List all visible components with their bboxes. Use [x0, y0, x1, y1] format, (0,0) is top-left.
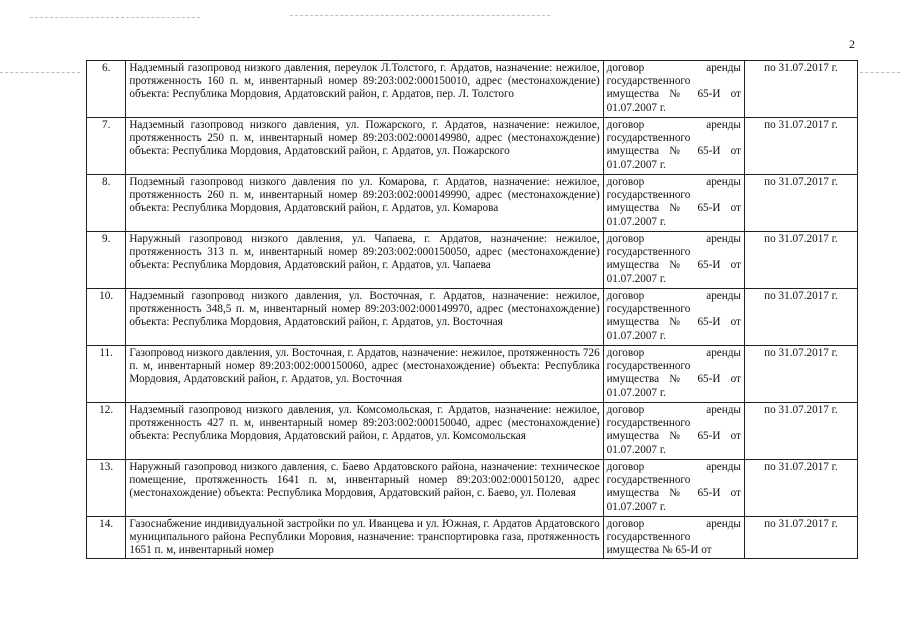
object-description: Газоснабжение индивидуальной застройки по ул. Иванцева и ул. Южная, г. Ардатов Ардатовского муниципального района Республики Моровия, назначение: транспортировка газа, протяженность 1651 п. м, инвентарный номер	[126, 517, 603, 559]
scan-artifact	[290, 15, 550, 17]
lease-basis: договор аренды государственного имущества № 65-И от 01.07.2007 г.	[603, 346, 744, 403]
object-description: Газопровод низкого давления, ул. Восточная, г. Ардатов, назначение: нежилое, протяженность 726 п. м, инвентарный номер 89:203:002:000150060, адрес (местонахождение) объекта: Республика Мордовия, Ардатовский район, г. Ардатов, ул. Восточная	[126, 346, 603, 403]
lease-term: по 31.07.2017 г.	[744, 289, 857, 346]
lease-term: по 31.07.2017 г.	[744, 175, 857, 232]
table-row	[87, 175, 858, 232]
lease-term: по 31.07.2017 г.	[744, 460, 857, 517]
lease-term: по 31.07.2017 г.	[744, 61, 857, 118]
row-number: 10.	[87, 289, 126, 346]
row-number: 9.	[87, 232, 126, 289]
table-row	[87, 403, 858, 460]
object-description: Надземный газопровод низкого давления, переулок Л.Толстого, г. Ардатов, назначение: нежилое, протяженность 160 п. м, инвентарный номер 89:203:002:000150010, адрес (местонахождение) объекта: Республика Мордовия, Ардатовский район, г. Ардатов, пер. Л. Толстого	[126, 61, 603, 118]
table-row	[87, 232, 858, 289]
lease-basis: договор аренды государственного имущества № 65-И от 01.07.2007 г.	[603, 232, 744, 289]
object-description: Подземный газопровод низкого давления по ул. Комарова, г. Ардатов, назначение: нежилое, протяженность 260 п. м, инвентарный номер 89:203:002:000149990, адрес (местонахождение) объекта: Республика Мордовия, Ардатовский район, г. Ардатов, ул. Комарова	[126, 175, 603, 232]
object-description: Надземный газопровод низкого давления, ул. Пожарского, г. Ардатов, назначение: нежилое, протяженность 250 п. м, инвентарный номер 89:203:002:000149980, адрес (местонахождение) объекта: Республика Мордовия, Ардатовский район, г. Ардатов, ул. Пожарского	[126, 118, 603, 175]
row-number: 8.	[87, 175, 126, 232]
row-number: 6.	[87, 61, 126, 118]
table-row	[87, 289, 858, 346]
table-row	[87, 460, 858, 517]
lease-basis: договор аренды государственного имущества № 65-И от 01.07.2007 г.	[603, 403, 744, 460]
lease-basis: договор аренды государственного имущества № 65-И от	[603, 517, 744, 559]
table-row	[87, 118, 858, 175]
lease-basis: договор аренды государственного имущества № 65-И от 01.07.2007 г.	[603, 61, 744, 118]
table-row	[87, 61, 858, 118]
property-table	[86, 60, 858, 559]
row-number: 13.	[87, 460, 126, 517]
object-description: Наружный газопровод низкого давления, ул. Чапаева, г. Ардатов, назначение: нежилое, протяженность 313 п. м, инвентарный номер 89:203:002:000150050, адрес (местонахождение) объекта: Республика Мордовия, Ардатовский район, г. Ардатов, ул. Чапаева	[126, 232, 603, 289]
scan-artifact	[860, 72, 900, 74]
page-number: 2	[849, 37, 855, 51]
row-number: 12.	[87, 403, 126, 460]
row-number: 14.	[87, 517, 126, 559]
lease-basis: договор аренды государственного имущества № 65-И от 01.07.2007 г.	[603, 460, 744, 517]
object-description: Надземный газопровод низкого давления, ул. Комсомольская, г. Ардатов, назначение: нежилое, протяженность 427 п. м, инвентарный номер 89:203:002:000150040, адрес (местонахождение) объекта: Республика Мордовия, Ардатовский район, г. Ардатов, ул. Комсомольская	[126, 403, 603, 460]
row-number: 11.	[87, 346, 126, 403]
lease-term: по 31.07.2017 г.	[744, 118, 857, 175]
table-row	[87, 346, 858, 403]
object-description: Наружный газопровод низкого давления, с. Баево Ардатовского района, назначение: техническое помещение, протяженность 1641 п. м, инвентарный номер 89:203:002:000150120, адрес (местонахождение) объекта: Республика Мордовия, Ардатовский район, с. Баево, ул. Полевая	[126, 460, 603, 517]
lease-basis: договор аренды государственного имущества № 65-И от 01.07.2007 г.	[603, 289, 744, 346]
scan-artifact	[30, 17, 200, 19]
lease-term: по 31.07.2017 г.	[744, 346, 857, 403]
lease-term: по 31.07.2017 г.	[744, 517, 857, 559]
lease-term: по 31.07.2017 г.	[744, 403, 857, 460]
row-number: 7.	[87, 118, 126, 175]
table-row	[87, 517, 858, 559]
lease-basis: договор аренды государственного имущества № 65-И от 01.07.2007 г.	[603, 118, 744, 175]
lease-basis: договор аренды государственного имущества № 65-И от 01.07.2007 г.	[603, 175, 744, 232]
object-description: Надземный газопровод низкого давления, ул. Восточная, г. Ардатов, назначение: нежилое, протяженность 348,5 п. м, инвентарный номер 89:203:002:000149970, адрес (местонахождение) объекта: Республика Мордовия, Ардатовский район, г. Ардатов, ул. Восточная	[126, 289, 603, 346]
lease-term: по 31.07.2017 г.	[744, 232, 857, 289]
scan-artifact	[0, 72, 80, 74]
